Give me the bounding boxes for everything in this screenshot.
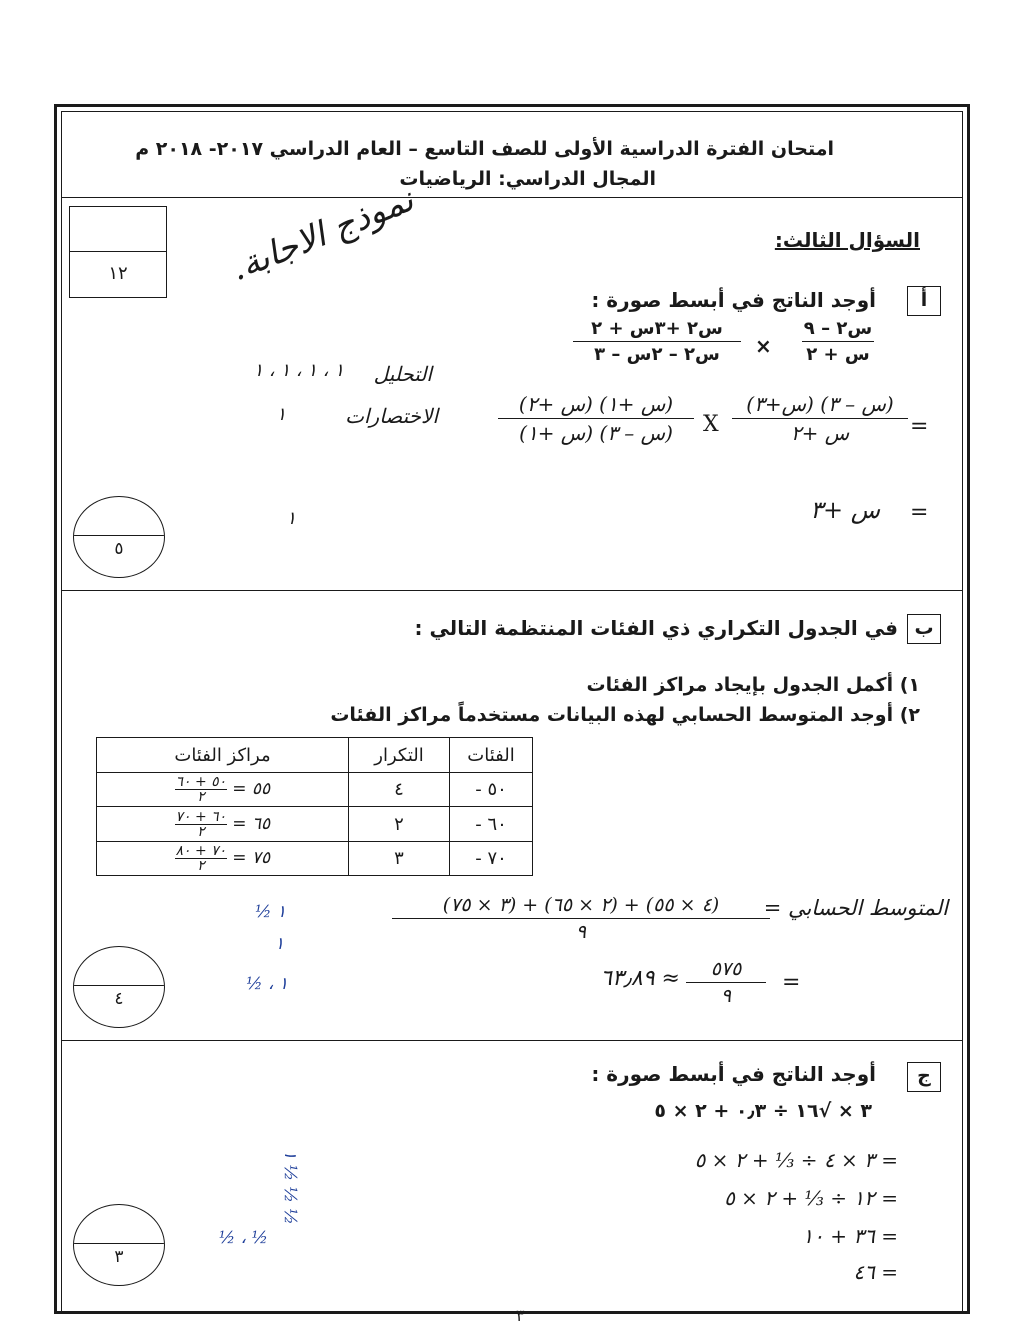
part-c-line-3: = ٣٦ + ١٠ (802, 1224, 898, 1248)
question-heading: السؤال الثالث: (774, 228, 920, 252)
frequency-table-header-row (97, 738, 533, 773)
part-c-letter-box: ج (907, 1062, 941, 1092)
part-a-times: × (755, 334, 772, 358)
cell-frequency: ٢ (349, 807, 450, 841)
part-b-task-2: ٢) أوجد المتوسط الحسابي لهذه البيانات مستخدماً مراكز الفئات (330, 704, 920, 726)
section-divider-b-c (62, 1040, 962, 1041)
header-classes: الفئات (450, 738, 533, 773)
mean-label: المتوسط الحسابي = (763, 896, 948, 920)
grading-marks-factoring: ١ ، ١ ، ١ ، ١ (253, 360, 344, 381)
part-c-marks-column-2: ½ ، ½ (218, 1228, 268, 1248)
table-row (97, 841, 533, 875)
cell-class: ٦٠ - (450, 807, 533, 841)
mean-result-eq: = (782, 970, 801, 995)
cell-center: ٦٥ = ٦٠ + ٧٠ ٢ (97, 807, 349, 841)
part-a-result-eq: = (910, 500, 929, 525)
part-c-marks-column-1: ½ ½ ½ ١ (280, 1150, 300, 1225)
part-a-instruction: أوجد الناتج في أبسط صورة : (591, 288, 876, 312)
grading-marks-simplify: ١ (276, 404, 286, 425)
part-c-problem: ٣ × √١٦ ÷ ٠٫٣ + ٢ × ٥ (654, 1100, 872, 1122)
part-a-score: ٥ (114, 539, 124, 559)
answer-key-note: نموذج الاجابة. (225, 179, 420, 290)
table-row (97, 773, 533, 807)
part-b-marks-3: ١ ، ½ (246, 974, 288, 994)
exam-title: امتحان الفترة الدراسية الأولى للصف التاسع – العام الدراسي ٢٠١٧- ٢٠١٨ م (135, 138, 834, 160)
section-divider-a-b (62, 590, 962, 591)
cell-class: ٧٠ - (450, 841, 533, 875)
part-b-marks-2: ١ (274, 934, 284, 954)
part-a-step1-left: (س – ٣) (س+٣) س +٢ (732, 392, 908, 445)
part-c-line-4: = ٤٦ (853, 1260, 898, 1284)
part-b-instruction: في الجدول التكراري ذي الفئات المنتظمة التالي : (414, 616, 898, 640)
part-a-fraction-right: س٢ +٣س + ٢ س٢ – ٢س – ٣ (573, 318, 741, 365)
part-a-step1-right: (س +١) (س +٢) (س – ٣) (س +١) (498, 392, 694, 445)
grading-label-factoring: التحليل (373, 362, 432, 386)
mean-formula: (٤ × ٥٥) + (٢ × ٦٥) + (٣ × ٧٥) ٩ (392, 894, 770, 943)
cell-center: ٧٥ = ٧٠ + ٨٠ ٢ (97, 841, 349, 875)
part-c-instruction: أوجد الناتج في أبسط صورة : (591, 1062, 876, 1086)
cell-frequency: ٤ (349, 773, 450, 807)
part-c-score: ٣ (114, 1247, 124, 1267)
part-c-score-circle (73, 1204, 165, 1286)
total-score-box (69, 206, 167, 298)
page-number: ٣ (516, 1306, 525, 1325)
exam-subject: المجال الدراسي: الرياضيات (399, 168, 656, 190)
part-a-result: س +٣ (810, 496, 880, 524)
part-a-score-circle (73, 496, 165, 578)
part-a-step1-eq: = (910, 414, 929, 439)
part-a-fraction-left: س٢ – ٩ س + ٢ (803, 318, 873, 365)
header-divider (62, 197, 962, 198)
part-b-letter-box: ب (907, 614, 941, 644)
part-b-task-1: ١) أكمل الجدول بإيجاد مراكز الفئات (586, 674, 920, 696)
part-b-score-circle (73, 946, 165, 1028)
grading-marks-result: ١ (286, 508, 296, 529)
part-b-marks-1: ١ ½ (254, 902, 286, 922)
table-row (97, 807, 533, 841)
total-score: ١٢ (108, 263, 128, 284)
cell-center: ٥٥ = ٥٠ + ٦٠ ٢ (97, 773, 349, 807)
cell-class: ٥٠ - (450, 773, 533, 807)
frequency-table (96, 737, 533, 876)
header-class-centers: مراكز الفئات (97, 738, 349, 773)
part-a-letter-box: أ (907, 286, 941, 316)
mean-result-fraction: ٥٧٥ ٩ (686, 958, 766, 1007)
part-c-line-1: = ٣ × ٤ ÷ ⅓ + ٢ × ٥ (694, 1148, 898, 1172)
cell-frequency: ٣ (349, 841, 450, 875)
part-c-line-2: = ١٢ ÷ ⅓ + ٢ × ٥ (724, 1186, 898, 1210)
grading-label-simplify: الاختصارات (345, 404, 438, 428)
mean-approx: ≈ ٦٣٫٨٩ (600, 966, 680, 991)
header-frequency: التكرار (349, 738, 450, 773)
part-a-step1-times: X (703, 412, 719, 437)
part-b-score: ٤ (114, 989, 124, 1009)
